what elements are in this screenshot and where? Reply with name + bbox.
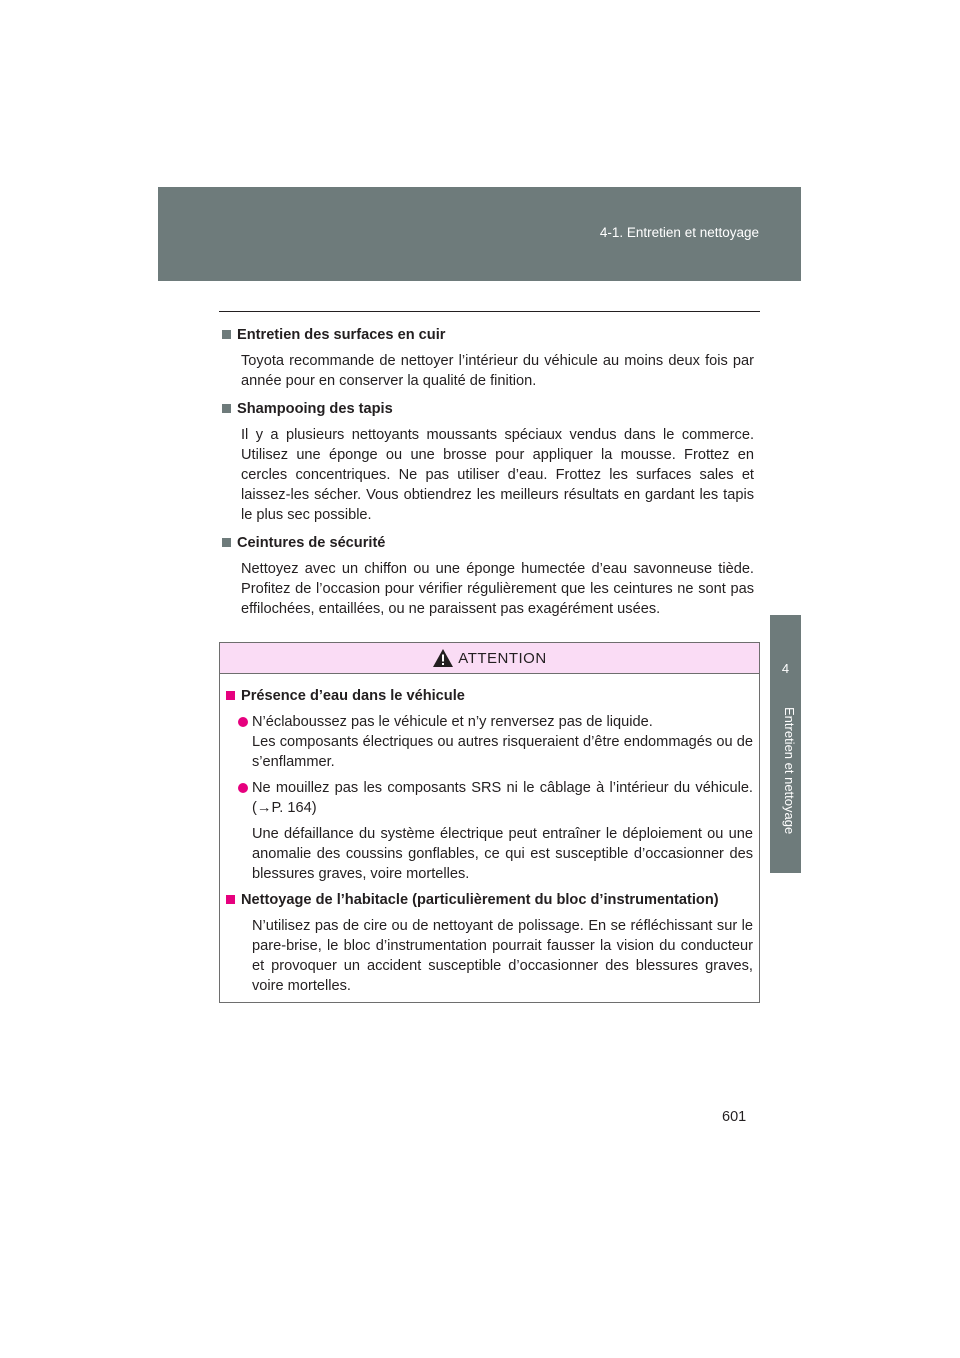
bullet-text: Une défaillance du système électrique peut entraîner le déploiement ou une anomalie des coussins gonflables, ce qui est susceptible d’occasionner des blessures graves, voire mortelles. [252,826,753,882]
attention-bullet [238,778,753,884]
bullet-dot-icon [238,783,248,793]
attention-title: ATTENTION [458,649,547,667]
section-carpets [222,399,754,525]
section-paragraph: Toyota recommande de nettoyer l’intérieur du véhicule au moins deux fois par année pour en conserver la qualité de finition. [241,353,754,389]
section-heading: Shampooing des tapis [237,401,393,417]
attention-header [220,643,759,674]
chapter-side-tab [770,615,801,873]
section-seatbelts [222,533,754,619]
attention-bullet [238,712,753,772]
square-bullet-icon [226,691,235,700]
bullet-text: Ne mouillez pas les composants SRS ni le câblage à l’intérieur du véhicule. (→P. 164) [252,780,753,816]
chapter-number: 4 [781,661,790,676]
main-content [222,325,754,627]
attention-paragraph: N’utilisez pas de cire ou de nettoyant de polissage. En se réfléchissant sur le pare-brise, le bloc d’instrumentation pourrait fausser la vision du conducteur et provoquer un accident susceptible d’occasionner des blessures graves, voire mortelles. [252,918,753,994]
section-divider [219,311,760,312]
square-bullet-icon [222,538,231,547]
section-title: 4-1. Entretien et nettoyage [599,225,759,240]
bullet-text: Les composants électriques ou autres risqueraient d’être endommagés ou de s’enflammer. [252,734,753,770]
bullet-text: N’éclaboussez pas le véhicule et n’y renversez pas de liquide. [252,714,653,730]
section-leather [222,325,754,391]
attention-body [220,674,759,996]
square-bullet-icon [222,330,231,339]
bullet-dot-icon [238,717,248,727]
warning-triangle-icon [432,648,454,668]
page-number: 601 [722,1109,747,1125]
square-bullet-icon [226,895,235,904]
attention-box [219,642,760,1003]
section-heading: Ceintures de sécurité [237,535,386,551]
square-bullet-icon [222,404,231,413]
attention-heading: Nettoyage de l’habitacle (particulièrement du bloc d’instrumentation) [241,892,719,908]
section-paragraph: Il y a plusieurs nettoyants moussants spéciaux vendus dans le commerce. Utilisez une éponge ou une brosse pour appliquer la mousse. Frottez en cercles concentriques. Ne pas utiliser d’eau. Frottez les surfaces sales et laissez-les sécher. Vous obtiendrez les meilleurs résultats en gardant les tapis le plus sec possible. [241,427,754,523]
header-band [158,187,801,281]
section-paragraph: Nettoyez avec un chiffon ou une éponge humectée d’eau savonneuse tiède. Profitez de l’occasion pour vérifier régulièrement que les ceintures ne sont pas effilochées, entaillées, ou ne paraissent pas exagérément usées. [241,561,754,617]
chapter-label: Entretien et nettoyage [782,707,797,835]
section-heading: Entretien des surfaces en cuir [237,327,446,343]
attention-heading: Présence d’eau dans le véhicule [241,688,465,704]
